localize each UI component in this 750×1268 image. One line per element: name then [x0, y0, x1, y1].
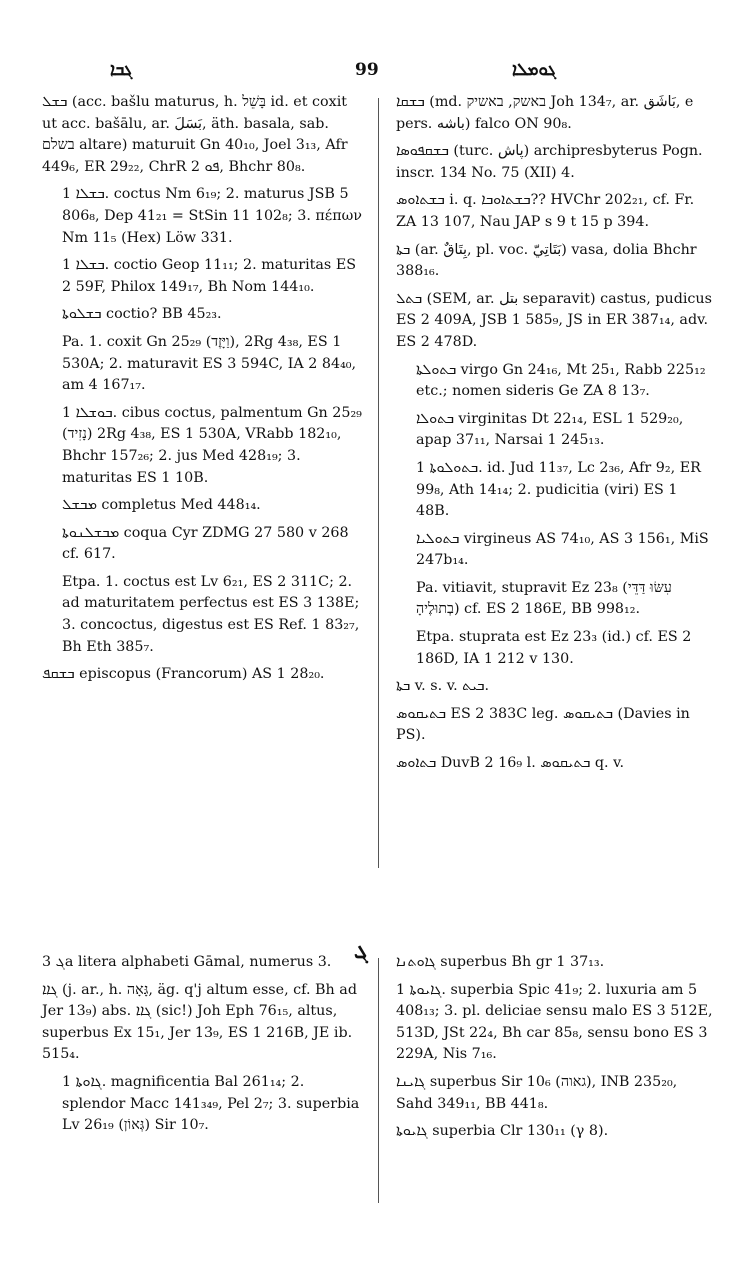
entry: ܓܐܝܘܬܐ superbia Clr 130₁₁ (γ 8). — [396, 1123, 609, 1140]
entry: ܒܫܠܐ 1. coctus Nm 6₁₉; 2. maturus JSB 5 806₈, Dep 41₂₁ = StSin 11 102₈; 3. πέπων Nm 11₅ (Hex) Löw 331. — [62, 186, 362, 246]
entry: Etpa. 1. coctus est Lv 6₂₁, ES 2 311C; 2. ad maturitatem perfectus est ES 3 138E; 3. concoctus, digestus est ES Ref. 1 83₂₇, Bh Eth 385₇. — [62, 573, 360, 655]
entry: Pa. 1. coxit Gn 25₂₉ (וַיָּזֶד), 2Rg 4₃₈, ES 1 530A; 2. maturavit ES 3 594C, IA 2 84₄₀, am 4 167₁₇. — [62, 333, 357, 394]
entry: ܒܬܘܠܘܬܐ 1. id. Jud 11₃₇, Lc 2₃₆, Afr 9₂, ER 99₈, Ath 14₁₄; 2. pudicitia (viri) ES 1 48B. — [416, 459, 701, 520]
entry: ܒܬܐ v. s. v. ܒܝܬ. — [396, 678, 490, 695]
entry: ܒܬܐܘܣ DuvB 2 16₉ l. ܒܬܝܩܘܣ q. v. — [396, 755, 624, 772]
running-head-right: ܓܘܡܠܐ — [512, 60, 557, 80]
column-divider-bottom — [378, 958, 379, 1203]
entry: ܒܬܠ (SEM, ar. بتل separavit) castus, pudicus ES 2 409A, JSB 1 585₉, JS in ER 387₁₄, adv. ES 2 478D. — [396, 290, 712, 350]
entry: ܒܫܠ (acc. bašlu maturus, h. בָּשֵׁל id. et coxit ut acc. bašālu, ar. بَسَلَ, äth. basala, sab. בשלם altare) maturuit Gn 40₁₀, Joel 3₁₃, Afr 449₆, ER 29₂₂, ChrR ܦܘ 2, Bhchr 80₈. — [42, 94, 348, 175]
entry: ܒܫܠܘܬܐ coctio? BB 45₂₃. — [62, 306, 222, 323]
entry: ܒܬܝܩܘܣ ES 2 383C leg. ܒܬܝܩܘܣ (Davies in PS). — [396, 705, 690, 744]
column-divider-top — [378, 98, 379, 868]
entry: Etpa. stuprata est Ez 23₃ (id.) cf. ES 2 186D, IA 1 212 v 130. — [416, 629, 692, 667]
right-column-top — [396, 92, 714, 781]
entry: Pa. vitiavit, stupravit Ez 23₈ (עִשּׂוּ דַּדֵּי בְתוּלֶיהָ) cf. ES 2 186E, BB 998₁₂. — [416, 579, 672, 618]
entry: ܓܐܐ (j. ar., h. גָּאָה, äg. q'j altum esse, cf. Bh ad Jer 13₉) abs. ܓܐܐ (sic!) Joh Eph 76₁₅, altus, superbus Ex 15₁, Jer 13₉, ES 1 216B, JE ib. 515₄. — [42, 981, 357, 1063]
entry: ܓܐܝܢܐ superbus Sir 10₆ (גאוה), INB 235₂₀, Sahd 349₁₁, BB 441₈. — [396, 1073, 678, 1112]
entry: ܒܬܘܠܐ virginitas Dt 22₁₄, ESL 1 529₂₀, apap 37₁₁, Narsai 1 245₁₃. — [416, 410, 684, 449]
page-number: 99 — [355, 60, 379, 80]
entry: ܒܫܬܐܘܣ i. q. ܒܫܬܐܘܒܐ?? HVChr 202₂₁, cf. Fr. ZA 13 107, Nau JAP s 9 t 15 p 394. — [396, 192, 695, 230]
entry: ܡܒܫܠܢܘܬܐ coqua Cyr ZDMG 27 580 v 268 cf. 617. — [62, 524, 349, 563]
entry: ܒܘܫܠܐ 1. cibus coctus, palmentum Gn 25₂₉ (נָזִיד) 2Rg 4₃₈, ES 1 530A, VRabb 182₁₀, Bhchr 157₂₆; 2. jus Med 428₁₉; 3. maturitas ES 1 10B. — [62, 404, 362, 486]
left-column-top — [42, 92, 364, 692]
right-column-bottom — [396, 952, 714, 1149]
entry: ܒܬܐ (ar. بِتَاقٌ, pl. voc. بَتَاتِيّ) vasa, dolia Bhchr 388₁₆. — [396, 241, 697, 280]
entry: ܓܐܘܬܐ 1. magnificentia Bal 261₁₄; 2. splendor Macc 141₃₄₉, Pel 2₇; 3. superbia Lv 26₁₉ (גְּאוֹן) Sir 10₇. — [62, 1073, 360, 1134]
entry: ܡܒܫܠ completus Med 448₁₄. — [62, 497, 261, 514]
entry: ܒܬܘܠܝܐ virgineus AS 74₁₀, AS 3 156₁, MiS 247b₁₄. — [416, 530, 709, 569]
letter-section-mark: ܓ — [354, 938, 369, 964]
entry: ܓ 3a litera alphabeti Gāmal, numerus 3. — [42, 954, 332, 970]
entry: ܒܫܩܦܘܣܐ (turc. پاش) archipresbyterus Pogn. inscr. 134 No. 75 (XII) 4. — [396, 143, 703, 181]
running-head-left: ܓܒܐ — [110, 60, 133, 80]
entry: ܒܫܩܐ (md. באשק, באשיק Joh 134₇, ar. بَاشَق, e pers. باشه) falco ON 90₈. — [396, 94, 694, 132]
left-column-bottom — [42, 952, 364, 1143]
entry: ܒܬܘܠܬܐ virgo Gn 24₁₆, Mt 25₁, Rabb 225₁₂ etc.; nomen sideris Ge ZA 8 13₇. — [416, 361, 706, 400]
entry: ܒܫܩܦ episcopus (Francorum) AS 1 28₂₀. — [42, 666, 325, 683]
entry: ܒܫܠܐ 1. coctio Geop 11₁₁; 2. maturitas ES 2 59F, Philox 149₁₇, Bh Nom 144₁₀. — [62, 257, 357, 295]
entry: ܓܐܘܬܢܐ superbus Bh gr 1 37₁₃. — [396, 954, 605, 970]
entry: ܓܐܝܘܬܐ 1. superbia Spic 41₉; 2. luxuria am 5 408₁₃; 3. pl. deliciae sensu malo ES 3 512E, 513D, JSt 22₄, Bh car 85₈, sensu bono ES 3 229A, Nis 7₁₆. — [396, 981, 713, 1063]
